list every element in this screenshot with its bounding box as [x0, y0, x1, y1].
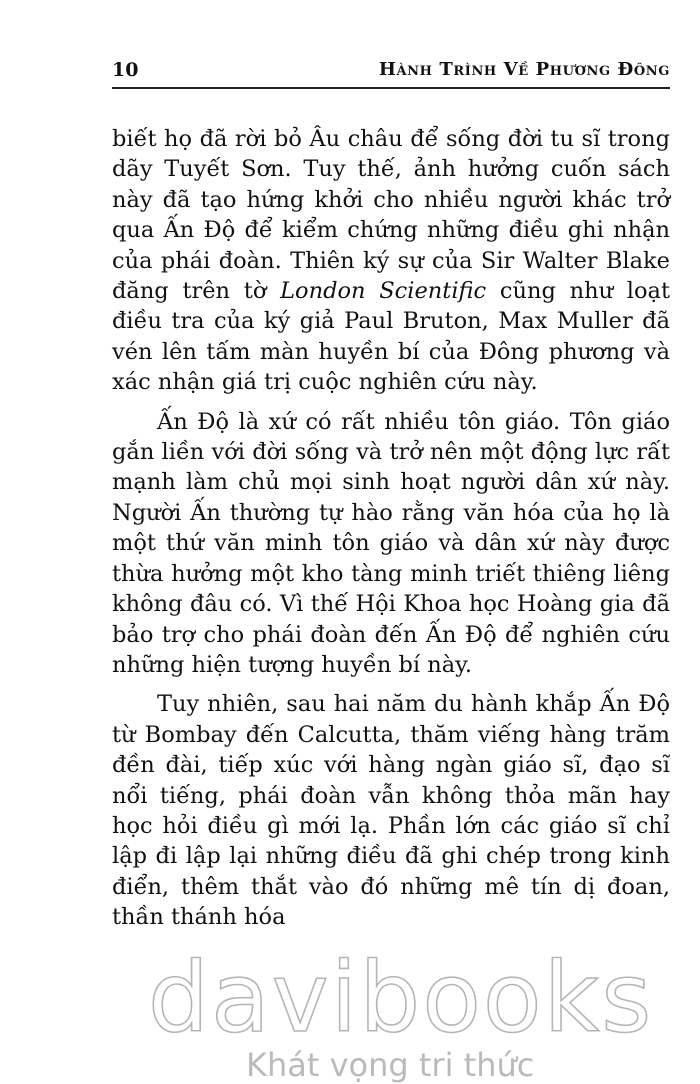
page-number: 10: [112, 59, 139, 81]
header-rule: [112, 87, 670, 89]
page-header: [112, 58, 670, 86]
paragraph: Ấn Độ là xứ có rất nhiều tôn giáo. Tôn giáo gắn liền với đời sống và trở nên một động lực rất mạnh làm chủ mọi sinh hoạt người dân xứ này. Người Ấn thường tự hào rằng văn hóa của họ là một thứ văn minh tôn giáo và dân xứ này được thừa hưởng một kho tàng minh triết thiêng liêng không đâu có. Vì thế Hội Khoa học Hoàng gia đã bảo trợ cho phái đoàn đến Ấn Độ để nghiên cứu những hiện tượng huyền bí này.: [112, 408, 670, 678]
watermark-tagline: Khát vọng tri thức: [246, 1046, 535, 1084]
running-title: Hành Trình Về Phương Đông: [378, 59, 670, 80]
paragraph-text: cũng như loạt điều tra của ký giả Paul Bruton, Max Muller đã vén lên tấm màn huyền bí của Đông phương và xác nhận giá trị cuộc nghiên cứu này.: [112, 278, 671, 396]
watermark-logo: davibooks: [148, 942, 654, 1054]
body-text: [112, 124, 670, 942]
watermark: [0, 942, 700, 1084]
paragraph-continued: [112, 124, 670, 398]
paragraph: Tuy nhiên, sau hai năm du hành khắp Ấn Độ từ Bombay đến Calcutta, thăm viếng hàng trăm đền đài, tiếp xúc với hàng ngàn giáo sĩ, đạo sĩ nổi tiếng, phái đoàn vẫn không thỏa mãn hay học hỏi điều gì mới lạ. Phần lớn các giáo sĩ chỉ lập đi lập lại những điều đã ghi chép trong kinh điển, thêm thắt vào đó những mê tín dị đoan, thần thánh hóa: [112, 691, 670, 931]
paragraph-text: biết họ đã rời bỏ Âu châu để sống đời tu sĩ trong dãy Tuyết Sơn. Tuy thế, ảnh hưởng cuốn sách này đã tạo hứng khởi cho nhiều người khác trở qua Ấn Độ để kiểm chứng những điều ghi nhận của phái đoàn. Thiên ký sự của Sir Walter Blake đăng trên tờ: [112, 126, 670, 305]
publication-title: London Scientific: [280, 278, 487, 305]
